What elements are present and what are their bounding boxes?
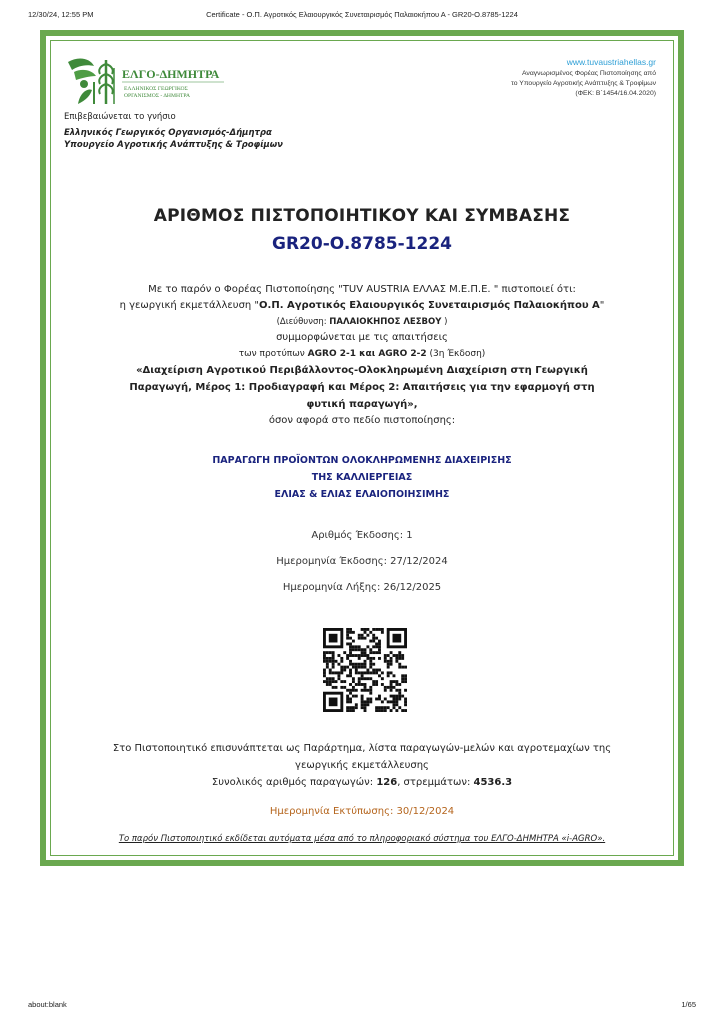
- footnote: Το παρόν Πιστοποιητικό εκδίδεται αυτόματα μέσα από το πληροφοριακό σύστημα του ΕΛΓΟ-ΔΗΜΗΤΡΑ «i-AGRO».: [118, 834, 606, 844]
- standards-value: AGRO 2-1 και AGRO 2-2: [307, 349, 427, 359]
- body-line-2: η γεωργική εκμετάλλευση "Ο.Π. Αγροτικός Ελαιουργικός Συνεταιρισμός Παλαιοκήπου Α": [119, 300, 605, 311]
- logo-sub1: ΕΛΛΗΝΙΚΟΣ ΓΕΩΡΓΙΚΟΣ: [124, 86, 188, 92]
- print-url: about:blank: [28, 1000, 67, 1009]
- logo-sub2: ΟΡΓΑΝΙΣΜΟΣ - ΔΗΜΗΤΡΑ: [124, 93, 191, 99]
- conforms-line: συμμορφώνεται με τις απαιτήσεις: [276, 332, 448, 343]
- tuv-line-3: (ΦΕΚ: Β΄1454/16.04.2020): [575, 90, 656, 97]
- print-page-title: Certificate - Ο.Π. Αγροτικός Ελαιουργικός Συνεταιρισμός Παλαιοκήπου Α - GR20-O.8785-1224: [206, 10, 518, 19]
- scope-line-2: ΤΗΣ ΚΑΛΛΙΕΡΓΕΙΑΣ: [311, 472, 413, 483]
- print-datetime: 12/30/24, 12:55 PM: [28, 10, 94, 19]
- annex-line-1: Στο Πιστοποιητικό επισυνάπτεται ως Παράρτημα, λίστα παραγωγών-μελών και αγροτεμαχίων της: [112, 743, 612, 754]
- standards-line: των προτύπων AGRO 2-1 και AGRO 2-2 (3η Έκδοση): [238, 349, 486, 359]
- authenticity-label: Επιβεβαιώνεται το γνήσιο: [64, 112, 176, 122]
- logo-brand: ΕΛΓΟ-ΔΗΜΗΤΡΑ: [122, 67, 220, 81]
- issue-number: Αριθμός Έκδοσης: 1: [311, 530, 413, 541]
- tuv-info: [511, 56, 656, 99]
- print-page-number: 1/65: [681, 1000, 696, 1009]
- annex-line-2: γεωργικής εκμετάλλευσης: [295, 760, 429, 771]
- org-elgo: Ελληνικός Γεωργικός Οργανισμός-Δήμητρα: [64, 128, 272, 138]
- print-footer: [28, 1000, 696, 1014]
- scope-line-1: ΠΑΡΑΓΩΓΗ ΠΡΟΪΟΝΤΩΝ ΟΛΟΚΛΗΡΩΜΕΝΗΣ ΔΙΑΧΕΙΡΙΣΗΣ: [212, 455, 512, 466]
- address-line: (Διεύθυνση: ΠΑΛΑΙΟΚΗΠΟΣ ΛΕΣΒΟΥ ): [276, 317, 448, 327]
- annex-note: [66, 740, 658, 791]
- stremmata-count: 4536.3: [473, 777, 513, 788]
- certificate-heading: ΑΡΙΘΜΟΣ ΠΙΣΤΟΠΟΙΗΤΙΚΟΥ ΚΑΙ ΣΥΜΒΑΣΗΣ: [153, 206, 571, 226]
- certification-scope: [46, 452, 678, 503]
- annex-totals: Συνολικός αριθμός παραγωγών: 126, στρεμμάτων: 4536.3: [211, 777, 513, 788]
- producers-count: 126: [376, 777, 398, 788]
- standard-title-1: «Διαχείριση Αγροτικού Περιβάλλοντος-Ολοκληρωμένη Διαχείριση στη Γεωργική: [136, 365, 588, 376]
- address-value: ΠΑΛΑΙΟΚΗΠΟΣ ΛΕΣΒΟΥ: [329, 317, 442, 327]
- print-header: [28, 10, 696, 24]
- scope-line-3: ΕΛΙΑΣ & ΕΛΙΑΣ ΕΛΑΙΟΠΟΙΗΣΙΜΗΣ: [274, 489, 450, 500]
- standard-title-3: φυτική παραγωγή»,: [306, 399, 418, 410]
- certificate-body: [66, 282, 658, 429]
- body-line-1: Με το παρόν ο Φορέας Πιστοποίησης "TUV AUSTRIA ΕΛΛΑΣ Μ.Ε.Π.Ε. " πιστοποιεί ότι:: [148, 284, 576, 295]
- certificate-frame: [40, 30, 684, 866]
- certificate-inner-border: [50, 40, 674, 856]
- tuv-line-2: το Υπουργείο Αγροτικής Ανάπτυξης & Τροφίμων: [511, 80, 656, 87]
- certificate-number: GR20-O.8785-1224: [272, 234, 452, 254]
- print-date: Ημερομηνία Εκτύπωσης: 30/12/2024: [269, 806, 455, 817]
- qr-code-icon: [323, 628, 407, 712]
- standard-title-2: Παραγωγή, Μέρος 1: Προδιαγραφή και Μέρος 2: Απαιτήσεις για την εφαρμογή στη: [129, 382, 595, 393]
- issue-date: Ημερομηνία Έκδοσης: 27/12/2024: [276, 556, 448, 567]
- tuv-website-link[interactable]: www.tuvaustriahellas.gr: [566, 57, 656, 67]
- tuv-line-1: Αναγνωρισμένος Φορέας Πιστοποίησης από: [522, 70, 656, 77]
- elgo-demeter-logo-icon: [64, 54, 234, 106]
- expiry-date: Ημερομηνία Λήξης: 26/12/2025: [282, 582, 442, 593]
- org-ministry: Υπουργείο Αγροτικής Ανάπτυξης & Τροφίμων: [64, 140, 283, 150]
- holding-name: Ο.Π. Αγροτικός Ελαιουργικός Συνεταιρισμός Παλαιοκήπου Α: [259, 300, 600, 311]
- scope-intro: όσον αφορά στο πεδίο πιστοποίησης:: [268, 415, 456, 426]
